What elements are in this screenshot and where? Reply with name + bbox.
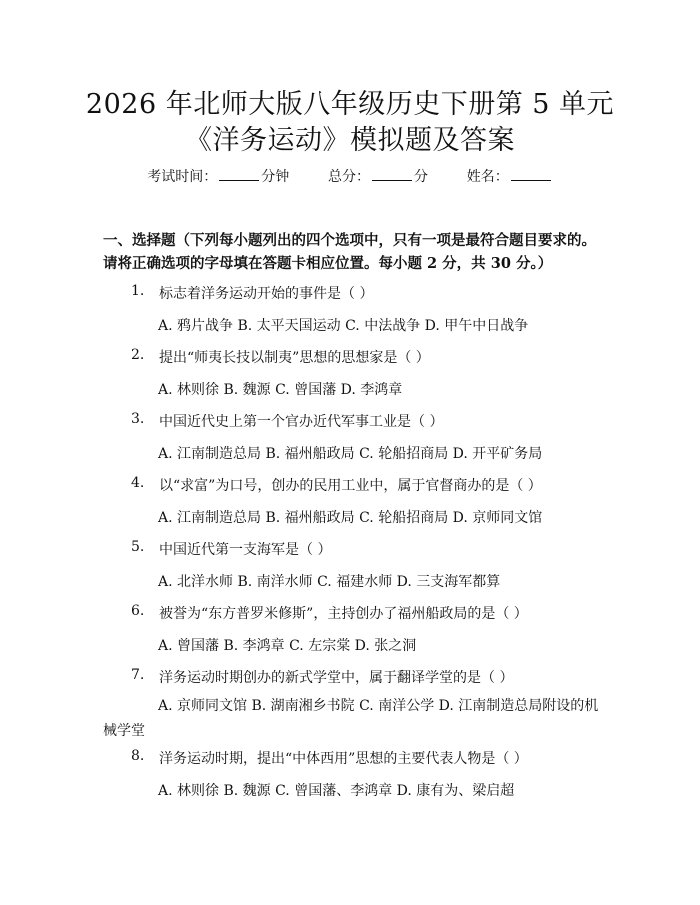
question-number: 8. xyxy=(131,748,145,764)
score-blank xyxy=(372,168,412,181)
question-text: 洋务运动时期创办的新式学堂中，属于翻译学堂的是（ ） xyxy=(159,670,514,686)
question-number: 4. xyxy=(131,475,145,491)
question-2-options: A. 林则徐 B. 魏源 C. 曾国藩 D. 李鸿章 xyxy=(158,382,403,398)
question-6-options: A. 曾国藩 B. 李鸿章 C. 左宗棠 D. 张之洞 xyxy=(158,638,417,654)
exam-title-line1: 2026 年北师大版八年级历史下册第 5 单元 xyxy=(85,89,615,120)
question-1-options: A. 鸦片战争 B. 太平天国运动 C. 中法战争 D. 甲午中日战争 xyxy=(158,318,529,334)
question-number: 5. xyxy=(131,539,145,555)
name-label: 姓名： xyxy=(466,169,509,185)
time-blank xyxy=(219,168,259,181)
question-number: 1. xyxy=(131,283,145,299)
time-label: 考试时间： xyxy=(147,169,218,185)
question-text: 被誉为“东方普罗米修斯”，主持创办了福州船政局的是（ ） xyxy=(159,606,528,622)
question-number: 2. xyxy=(131,347,145,363)
name-blank xyxy=(511,168,551,181)
section-heading: 一、选择题（下列每小题列出的四个选项中，只有一项是最符合题目要求的。请将正确选项的字母填在答题卡相应位置。每小题 2 分，共 30 分。） xyxy=(103,232,596,272)
question-5-options: A. 北洋水师 B. 南洋水师 C. 福建水师 D. 三支海军都算 xyxy=(158,574,501,590)
question-text: 中国近代第一支海军是（ ） xyxy=(159,542,332,558)
question-text: 提出“师夷长技以制夷”思想的思想家是（ ） xyxy=(159,350,430,366)
score-unit: 分 xyxy=(414,169,428,185)
question-number: 3. xyxy=(131,411,145,427)
question-3-options: A. 江南制造总局 B. 福州船政局 C. 轮船招商局 D. 开平矿务局 xyxy=(158,446,543,462)
question-text: 以“求富”为口号，创办的民用工业中，属于官督商办的是（ ） xyxy=(159,478,542,494)
question-text: 标志着洋务运动开始的事件是（ ） xyxy=(159,286,374,302)
question-text: 洋务运动时期，提出“中体西用”思想的主要代表人物是（ ） xyxy=(159,751,528,767)
question-8-options: A. 林则徐 B. 魏源 C. 曾国藩、李鸿章 D. 康有为、梁启超 xyxy=(158,783,515,799)
question-number: 7. xyxy=(131,667,145,683)
question-number: 6. xyxy=(131,603,145,619)
time-unit: 分钟 xyxy=(261,169,290,185)
question-7-options: A. 京师同文馆 B. 湖南湘乡书院 C. 南洋公学 D. 江南制造总局附设的机械学堂 xyxy=(103,698,599,739)
exam-title-line2: 《洋务运动》模拟题及答案 xyxy=(185,125,515,156)
question-4-options: A. 江南制造总局 B. 福州船政局 C. 轮船招商局 D. 京师同文馆 xyxy=(158,510,543,526)
question-text: 中国近代史上第一个官办近代军事工业是（ ） xyxy=(159,414,444,430)
score-label: 总分： xyxy=(328,169,370,185)
exam-meta xyxy=(0,166,700,186)
